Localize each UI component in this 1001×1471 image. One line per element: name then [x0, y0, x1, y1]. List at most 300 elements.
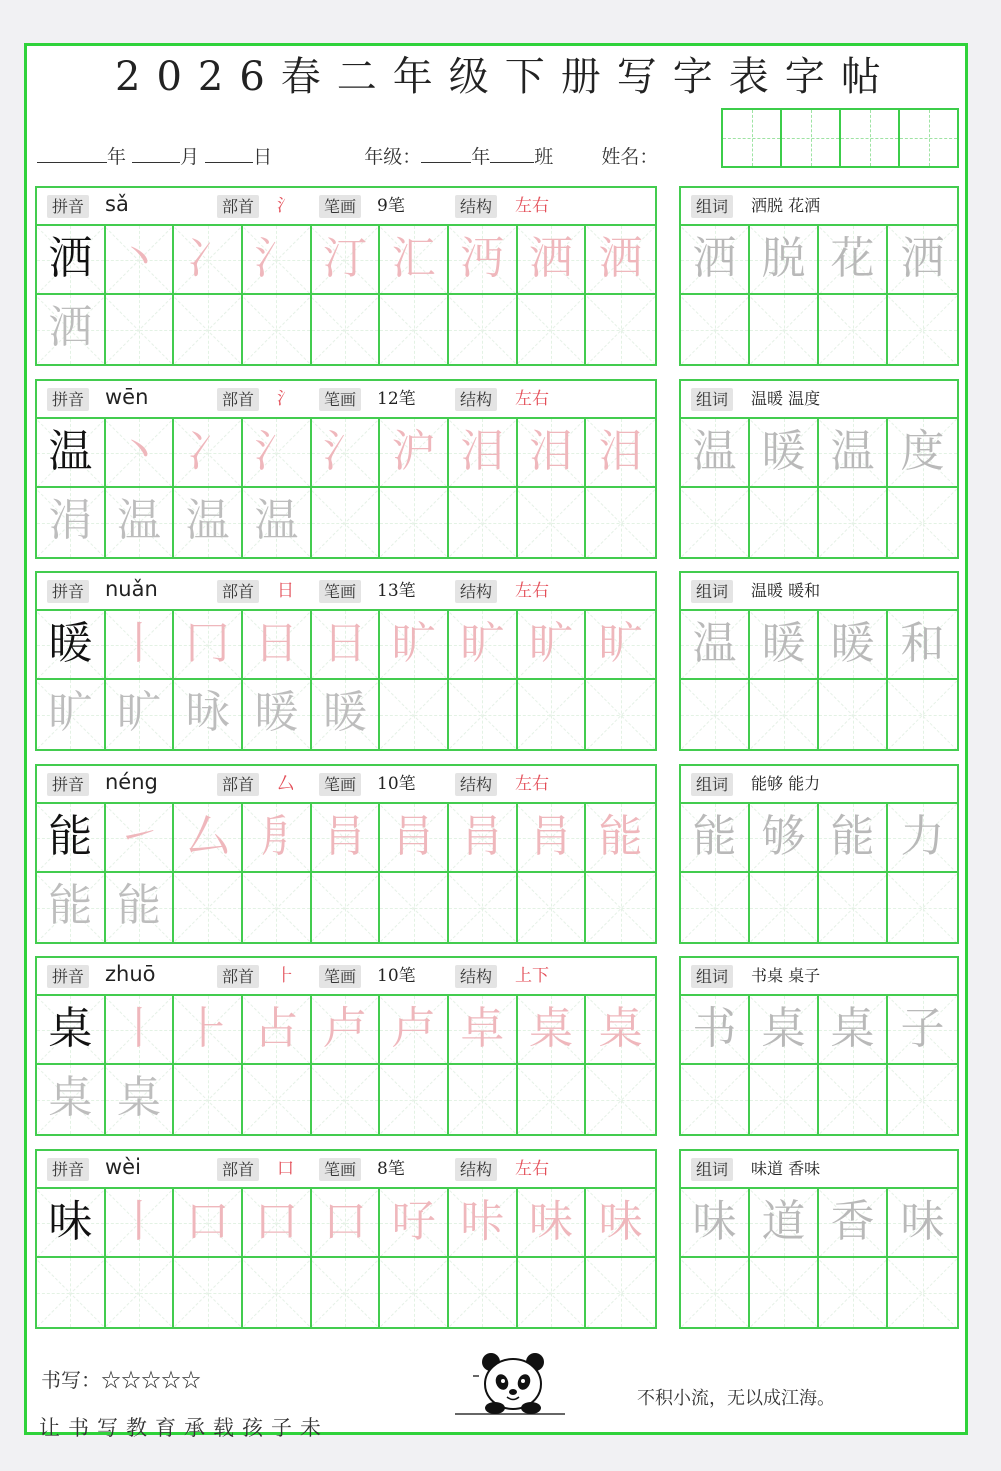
character-block-1 — [35, 186, 657, 366]
word-grid — [681, 226, 957, 364]
word-trace-character: 温 — [692, 426, 737, 477]
practice-cell[interactable] — [312, 1258, 381, 1327]
pinyin-value: wēn — [105, 385, 149, 409]
practice-cell[interactable] — [586, 804, 655, 873]
practice-cell[interactable] — [586, 1258, 655, 1327]
word-cell[interactable] — [750, 226, 819, 295]
practice-cell[interactable] — [106, 611, 175, 680]
practice-cell[interactable] — [37, 1065, 106, 1134]
word-cell[interactable] — [819, 1065, 888, 1134]
model-character: 味 — [48, 1196, 93, 1247]
practice-cell[interactable] — [243, 1258, 312, 1327]
stroke-order-step: 冫 — [185, 233, 230, 284]
stroke-order-step: 味 — [598, 1196, 643, 1247]
practice-cell[interactable] — [518, 295, 587, 364]
practice-cell[interactable] — [380, 1065, 449, 1134]
practice-cell[interactable] — [380, 1258, 449, 1327]
radical-value: 氵 — [277, 389, 294, 409]
practice-cell[interactable] — [312, 295, 381, 364]
practice-cell[interactable] — [518, 1065, 587, 1134]
practice-cell[interactable] — [312, 996, 381, 1065]
stroke-order-step: 丨 — [116, 1196, 161, 1247]
practice-cell[interactable] — [106, 996, 175, 1065]
stroke-order-step: 卢 — [322, 1003, 367, 1054]
word-cell[interactable] — [681, 680, 750, 749]
character-info-header — [37, 573, 655, 611]
word-cell[interactable] — [819, 873, 888, 942]
practice-cell[interactable] — [312, 488, 381, 557]
word-cell[interactable] — [819, 1189, 888, 1258]
practice-cell[interactable] — [449, 1065, 518, 1134]
stroke-order-step: 冫 — [185, 426, 230, 477]
stroke-order-step: 氵 — [254, 426, 299, 477]
practice-cell[interactable] — [586, 680, 655, 749]
trace-character: 能 — [116, 880, 161, 931]
practice-cell[interactable] — [243, 419, 312, 488]
character-info-header — [37, 188, 655, 226]
word-header — [681, 958, 957, 996]
practice-cell[interactable] — [106, 226, 175, 295]
trace-character: 桌 — [48, 1072, 93, 1123]
practice-cell[interactable] — [380, 804, 449, 873]
word-trace-character: 桌 — [761, 1003, 806, 1054]
month-blank[interactable] — [132, 148, 180, 163]
practice-cell[interactable] — [380, 996, 449, 1065]
year-blank[interactable] — [37, 148, 107, 163]
info-line — [37, 142, 658, 169]
word-cell[interactable] — [888, 1189, 957, 1258]
stroke-order-step: 占 — [254, 1003, 299, 1054]
trace-character: 桌 — [116, 1072, 161, 1123]
word-cell[interactable] — [681, 804, 750, 873]
words-value: 洒脱 花洒 — [751, 196, 821, 215]
word-trace-character: 子 — [900, 1003, 945, 1054]
month-label: 月 — [180, 146, 200, 168]
stroke-order-step: 汇 — [391, 233, 436, 284]
practice-cell[interactable] — [518, 419, 587, 488]
practice-cell[interactable] — [174, 226, 243, 295]
structure-value: 左右 — [515, 774, 549, 794]
word-trace-character: 味 — [692, 1196, 737, 1247]
practice-cell[interactable] — [312, 680, 381, 749]
trace-character: 旷 — [116, 687, 161, 738]
word-cell[interactable] — [750, 1065, 819, 1134]
radical-tag: 部首 — [217, 965, 259, 988]
word-cell[interactable] — [888, 226, 957, 295]
name-box[interactable] — [900, 110, 957, 166]
stroke-order-step: 日 — [254, 618, 299, 669]
practice-grid — [37, 419, 655, 557]
pinyin-tag: 拼音 — [47, 580, 89, 603]
word-cell[interactable] — [819, 804, 888, 873]
word-trace-character: 暖 — [761, 426, 806, 477]
practice-cell[interactable] — [586, 1065, 655, 1134]
practice-cell[interactable] — [518, 873, 587, 942]
practice-cell[interactable] — [37, 996, 106, 1065]
stroke-order-step: 旷 — [528, 618, 573, 669]
practice-cell[interactable] — [37, 804, 106, 873]
word-trace-character: 力 — [900, 811, 945, 862]
practice-cell[interactable] — [174, 488, 243, 557]
word-cell[interactable] — [888, 804, 957, 873]
practice-cell[interactable] — [243, 873, 312, 942]
grade-label: 年级： — [364, 146, 422, 168]
practice-cell[interactable] — [449, 996, 518, 1065]
word-cell[interactable] — [681, 611, 750, 680]
stroke-order-step: 肙 — [528, 811, 573, 862]
class-label: 班 — [534, 146, 554, 168]
radical-value: 氵 — [277, 196, 294, 216]
footer-motto: 让书写教育承载孩子未 — [39, 1416, 329, 1440]
pinyin-tag: 拼音 — [47, 195, 89, 218]
practice-cell[interactable] — [449, 1189, 518, 1258]
strokes-tag: 笔画 — [319, 580, 361, 603]
word-header — [681, 573, 957, 611]
practice-cell[interactable] — [380, 873, 449, 942]
practice-cell[interactable] — [106, 488, 175, 557]
practice-cell[interactable] — [586, 488, 655, 557]
practice-cell[interactable] — [37, 680, 106, 749]
word-trace-character: 香 — [830, 1196, 875, 1247]
word-trace-character: 脱 — [761, 233, 806, 284]
grade-blank[interactable] — [421, 148, 471, 163]
word-cell[interactable] — [888, 419, 957, 488]
radical-tag: 部首 — [217, 1158, 259, 1181]
word-trace-character: 暖 — [830, 618, 875, 669]
word-cell[interactable] — [750, 1258, 819, 1327]
stroke-order-step: 氵 — [254, 233, 299, 284]
trace-character: 温 — [254, 495, 299, 546]
panda-icon — [455, 1348, 565, 1418]
practice-cell[interactable] — [449, 226, 518, 295]
practice-cell[interactable] — [518, 1258, 587, 1327]
practice-cell[interactable] — [449, 419, 518, 488]
practice-cell[interactable] — [243, 488, 312, 557]
word-trace-character: 能 — [830, 811, 875, 862]
practice-cell[interactable] — [174, 1065, 243, 1134]
practice-cell[interactable] — [37, 1189, 106, 1258]
word-cell[interactable] — [681, 488, 750, 557]
word-cell[interactable] — [750, 1189, 819, 1258]
practice-cell[interactable] — [518, 1189, 587, 1258]
word-grid — [681, 996, 957, 1134]
word-cell[interactable] — [819, 1258, 888, 1327]
practice-cell[interactable] — [518, 611, 587, 680]
word-cell[interactable] — [888, 295, 957, 364]
stroke-order-step: 洒 — [598, 233, 643, 284]
stroke-order-step: 能 — [598, 811, 643, 862]
trace-character: 暖 — [322, 687, 367, 738]
character-block-2 — [35, 379, 657, 559]
word-cell[interactable] — [681, 1065, 750, 1134]
practice-cell[interactable] — [174, 996, 243, 1065]
word-cell[interactable] — [819, 295, 888, 364]
practice-cell[interactable] — [518, 804, 587, 873]
words-value: 味道 香味 — [751, 1159, 821, 1178]
strokes-tag: 笔画 — [319, 195, 361, 218]
practice-cell[interactable] — [37, 1258, 106, 1327]
practice-cell[interactable] — [243, 996, 312, 1065]
stroke-order-step: 丶 — [116, 233, 161, 284]
model-character: 洒 — [48, 233, 93, 284]
practice-cell[interactable] — [174, 873, 243, 942]
practice-cell[interactable] — [312, 1065, 381, 1134]
practice-cell[interactable] — [106, 1258, 175, 1327]
practice-cell[interactable] — [380, 1189, 449, 1258]
word-cell[interactable] — [819, 611, 888, 680]
stroke-order-step: 沔 — [460, 233, 505, 284]
practice-cell[interactable] — [106, 295, 175, 364]
practice-cell[interactable] — [106, 419, 175, 488]
year-label: 年 — [107, 146, 127, 168]
practice-grid — [37, 804, 655, 942]
word-block-2 — [679, 379, 959, 559]
practice-cell[interactable] — [518, 996, 587, 1065]
word-cell[interactable] — [888, 996, 957, 1065]
practice-cell[interactable] — [37, 419, 106, 488]
practice-grid — [37, 611, 655, 749]
practice-cell[interactable] — [380, 226, 449, 295]
practice-cell[interactable] — [449, 1258, 518, 1327]
practice-cell[interactable] — [174, 804, 243, 873]
practice-cell[interactable] — [449, 611, 518, 680]
practice-cell[interactable] — [449, 680, 518, 749]
practice-cell[interactable] — [449, 295, 518, 364]
practice-cell[interactable] — [518, 488, 587, 557]
stroke-order-step: 咔 — [460, 1196, 505, 1247]
practice-cell[interactable] — [243, 804, 312, 873]
practice-cell[interactable] — [174, 680, 243, 749]
radical-tag: 部首 — [217, 580, 259, 603]
stroke-order-step: 旷 — [391, 618, 436, 669]
practice-cell[interactable] — [243, 680, 312, 749]
word-cell[interactable] — [888, 680, 957, 749]
stroke-order-step: 桌 — [528, 1003, 573, 1054]
practice-cell[interactable] — [312, 1189, 381, 1258]
pinyin-value: wèi — [105, 1155, 141, 1179]
practice-cell[interactable] — [312, 804, 381, 873]
practice-grid — [37, 996, 655, 1134]
stroke-order-step: 肙 — [460, 811, 505, 862]
word-header — [681, 188, 957, 226]
words-tag: 组词 — [691, 388, 733, 411]
practice-cell[interactable] — [243, 611, 312, 680]
word-cell[interactable] — [681, 1189, 750, 1258]
practice-cell[interactable] — [37, 488, 106, 557]
word-cell[interactable] — [819, 488, 888, 557]
word-cell[interactable] — [819, 419, 888, 488]
practice-cell[interactable] — [106, 680, 175, 749]
practice-cell[interactable] — [449, 804, 518, 873]
word-trace-character: 洒 — [692, 233, 737, 284]
character-info-header — [37, 1151, 655, 1189]
practice-cell[interactable] — [586, 295, 655, 364]
practice-cell[interactable] — [518, 226, 587, 295]
trace-character: 温 — [185, 495, 230, 546]
radical-value: 日 — [277, 581, 294, 601]
practice-cell[interactable] — [37, 295, 106, 364]
word-cell[interactable] — [681, 226, 750, 295]
strokes-value: 10笔 — [377, 966, 416, 986]
word-cell[interactable] — [819, 680, 888, 749]
words-value: 温暖 温度 — [751, 389, 821, 408]
word-cell[interactable] — [750, 419, 819, 488]
stroke-order-step: 日 — [322, 618, 367, 669]
word-trace-character: 洒 — [900, 233, 945, 284]
practice-cell[interactable] — [380, 295, 449, 364]
practice-grid — [37, 1189, 655, 1327]
name-box[interactable] — [723, 110, 782, 166]
word-block-4 — [679, 764, 959, 944]
name-box[interactable] — [841, 110, 900, 166]
practice-cell[interactable] — [380, 611, 449, 680]
pinyin-value: zhuō — [105, 962, 156, 986]
word-cell[interactable] — [888, 1065, 957, 1134]
stroke-order-step: 丶 — [116, 426, 161, 477]
trace-character: 暖 — [254, 687, 299, 738]
footer-quote: 不积小流，无以成江海。 — [637, 1388, 835, 1409]
strokes-tag: 笔画 — [319, 965, 361, 988]
practice-cell[interactable] — [106, 1065, 175, 1134]
practice-cell[interactable] — [449, 873, 518, 942]
model-character: 温 — [48, 426, 93, 477]
word-header — [681, 381, 957, 419]
strokes-tag: 笔画 — [319, 388, 361, 411]
practice-cell[interactable] — [174, 611, 243, 680]
practice-cell[interactable] — [449, 488, 518, 557]
word-cell[interactable] — [750, 873, 819, 942]
stroke-order-step: 洒 — [528, 233, 573, 284]
practice-cell[interactable] — [380, 419, 449, 488]
stroke-order-step: 口 — [322, 1196, 367, 1247]
words-tag: 组词 — [691, 195, 733, 218]
stroke-order-step: 㐆 — [254, 811, 299, 862]
page-title: 2026春二年级下册写字表字帖 — [115, 54, 897, 100]
stroke-order-step: 桌 — [598, 1003, 643, 1054]
word-trace-character: 度 — [900, 426, 945, 477]
class-blank[interactable] — [490, 148, 534, 163]
practice-cell[interactable] — [174, 1189, 243, 1258]
word-cell[interactable] — [888, 611, 957, 680]
structure-value: 左右 — [515, 196, 549, 216]
practice-cell[interactable] — [37, 611, 106, 680]
word-cell[interactable] — [819, 996, 888, 1065]
practice-cell[interactable] — [518, 680, 587, 749]
practice-cell[interactable] — [106, 804, 175, 873]
practice-cell[interactable] — [380, 488, 449, 557]
practice-cell[interactable] — [312, 611, 381, 680]
word-trace-character: 桌 — [830, 1003, 875, 1054]
word-trace-character: 书 — [692, 1003, 737, 1054]
word-cell[interactable] — [819, 226, 888, 295]
name-box[interactable] — [782, 110, 841, 166]
practice-cell[interactable] — [586, 226, 655, 295]
word-cell[interactable] — [750, 996, 819, 1065]
word-cell[interactable] — [750, 804, 819, 873]
word-cell[interactable] — [750, 680, 819, 749]
trace-character: 洒 — [48, 302, 93, 353]
practice-cell[interactable] — [586, 419, 655, 488]
stroke-order-step: 口 — [185, 1196, 230, 1247]
word-cell[interactable] — [888, 873, 957, 942]
practice-cell[interactable] — [174, 295, 243, 364]
practice-cell[interactable] — [243, 295, 312, 364]
stroke-order-step: 卓 — [460, 1003, 505, 1054]
words-value: 能够 能力 — [751, 774, 821, 793]
practice-cell[interactable] — [312, 226, 381, 295]
practice-cell[interactable] — [586, 996, 655, 1065]
word-cell[interactable] — [681, 1258, 750, 1327]
practice-cell[interactable] — [243, 1065, 312, 1134]
name-label: 姓名： — [601, 146, 659, 168]
practice-cell[interactable] — [37, 226, 106, 295]
practice-cell[interactable] — [37, 873, 106, 942]
strokes-value: 10笔 — [377, 774, 416, 794]
model-character: 桌 — [48, 1003, 93, 1054]
trace-character: 涓 — [48, 495, 93, 546]
practice-cell[interactable] — [106, 1189, 175, 1258]
words-value: 书桌 桌子 — [751, 966, 821, 985]
day-blank[interactable] — [205, 148, 253, 163]
practice-cell[interactable] — [174, 419, 243, 488]
stroke-order-step: 丨 — [116, 618, 161, 669]
practice-cell[interactable] — [586, 873, 655, 942]
word-cell[interactable] — [750, 488, 819, 557]
stroke-order-step: 泪 — [460, 426, 505, 477]
practice-cell[interactable] — [106, 873, 175, 942]
pinyin-value: néng — [105, 770, 158, 794]
worksheet — [24, 43, 968, 1440]
word-cell[interactable] — [681, 996, 750, 1065]
structure-value: 左右 — [515, 1159, 549, 1179]
word-cell[interactable] — [750, 295, 819, 364]
stroke-order-step: ㇀ — [116, 811, 161, 862]
practice-cell[interactable] — [243, 226, 312, 295]
stroke-order-step: 冂 — [185, 618, 230, 669]
grade-year-label: 年 — [471, 146, 491, 168]
word-cell[interactable] — [681, 419, 750, 488]
stroke-order-step: 口 — [254, 1196, 299, 1247]
stroke-order-step: 吇 — [391, 1196, 436, 1247]
character-info-header — [37, 381, 655, 419]
practice-cell[interactable] — [586, 611, 655, 680]
word-cell[interactable] — [681, 295, 750, 364]
word-trace-character: 温 — [692, 618, 737, 669]
word-cell[interactable] — [750, 611, 819, 680]
trace-character: 昹 — [185, 687, 230, 738]
stroke-order-step: 汀 — [322, 233, 367, 284]
word-trace-character: 味 — [900, 1196, 945, 1247]
practice-cell[interactable] — [312, 419, 381, 488]
practice-cell[interactable] — [586, 1189, 655, 1258]
practice-cell[interactable] — [312, 873, 381, 942]
practice-grid — [37, 226, 655, 364]
structure-tag: 结构 — [455, 965, 497, 988]
word-header — [681, 766, 957, 804]
word-cell[interactable] — [681, 873, 750, 942]
practice-cell[interactable] — [174, 1258, 243, 1327]
pinyin-tag: 拼音 — [47, 965, 89, 988]
name-boxes[interactable] — [721, 108, 959, 168]
strokes-tag: 笔画 — [319, 1158, 361, 1181]
practice-cell[interactable] — [243, 1189, 312, 1258]
pinyin-tag: 拼音 — [47, 773, 89, 796]
word-cell[interactable] — [888, 488, 957, 557]
stroke-order-step: 氵 — [322, 426, 367, 477]
word-cell[interactable] — [888, 1258, 957, 1327]
stroke-order-step: 味 — [528, 1196, 573, 1247]
practice-cell[interactable] — [380, 680, 449, 749]
